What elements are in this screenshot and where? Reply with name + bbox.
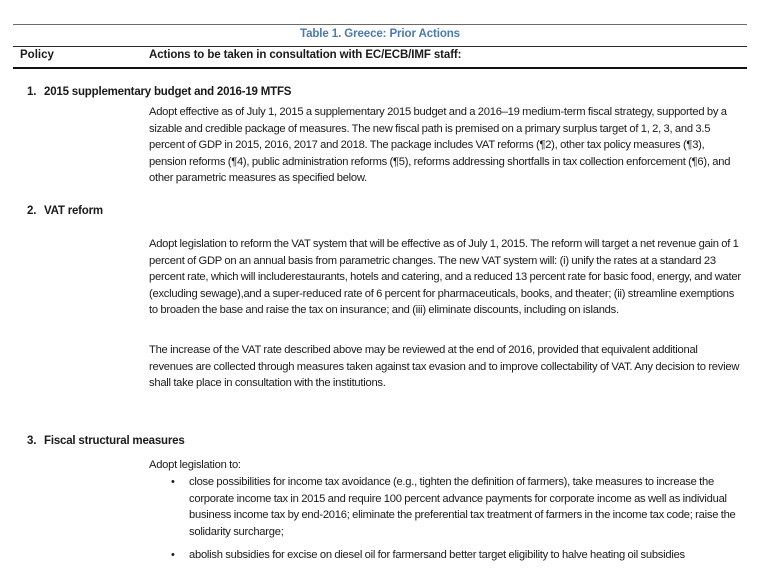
list-item <box>149 547 744 564</box>
table-title-rule <box>13 46 747 47</box>
bullet-icon: • <box>171 549 175 562</box>
section-heading-1 <box>27 86 291 98</box>
table-title: Table 1. Greece: Prior Actions <box>300 28 460 40</box>
section-number: 2. <box>27 205 37 217</box>
column-header-actions: Actions to be taken in consultation with EC/ECB/IMF staff: <box>149 49 462 61</box>
table-top-rule <box>13 24 747 25</box>
list-item-text: close possibilities for income tax avoidance (e.g., tighten the definition of farmers), take measures to increase the corporate income tax in 2015 and require 100 percent advance payments for corporate income as well as individual business income tax by end-2016; eliminate the preferential tax treatment of farmers in the income tax code; raise the solidarity surcharge; <box>189 476 736 538</box>
section-heading-2 <box>27 205 103 217</box>
section-title: VAT reform <box>44 205 103 217</box>
section-title: Fiscal structural measures <box>44 435 185 447</box>
section-1-paragraph: Adopt effective as of July 1, 2015 a supplementary 2015 budget and a 2016–19 medium-term fiscal strategy, supported by a sizable and credible package of measures. The new fiscal path is premised on a primary surplus target of 1, 2, 3, and 3.5 percent of GDP in 2015, 2016, 2017 and 2018. The package includes VAT reforms (¶2), other tax policy measures (¶3), pension reforms (¶4), public administration reforms (¶5), reforms addressing shortfalls in tax collection enforcement (¶6), and other parametric measures as specified below. <box>149 106 731 185</box>
section-heading-3 <box>27 435 185 447</box>
bullet-icon: • <box>171 476 175 488</box>
section-number: 1. <box>27 86 37 98</box>
section-3-intro: Adopt legislation to: <box>149 459 241 471</box>
section-2-paragraph-2: The increase of the VAT rate described above may be reviewed at the end of 2016, provided that equivalent additional revenues are collected through measures taken against tax evasion and to improve collectability of VAT. Any decision to review shall take place in consultation with the institutions. <box>149 344 740 390</box>
section-number: 3. <box>27 435 37 447</box>
list-item <box>149 474 744 540</box>
section-3-bullet-list <box>149 474 744 571</box>
column-header-policy: Policy <box>20 49 54 61</box>
list-item-text: abolish subsidies for excise on diesel oil for farmersand better target eligibility to halve heating oil subsidies <box>189 549 685 562</box>
section-2-paragraph-1: Adopt legislation to reform the VAT system that will be effective as of July 1, 2015. The reform will target a net revenue gain of 1 percent of GDP on an annual basis from parametric changes. The new VAT system will: (i) unify the rates at a standard 23 percent rate, which will includerestaurants, hotels and catering, and a reduced 13 percent rate for basic food, energy, and water (excluding sewage),and a super-reduced rate of 6 percent for pharmaceuticals, books, and theater; (ii) streamline exemptions to broaden the base and raise the tax on insurance; and (iii) eliminate discounts, including on islands. <box>149 238 741 317</box>
section-title: 2015 supplementary budget and 2016-19 MTFS <box>44 86 292 98</box>
table-header-rule <box>13 67 747 69</box>
